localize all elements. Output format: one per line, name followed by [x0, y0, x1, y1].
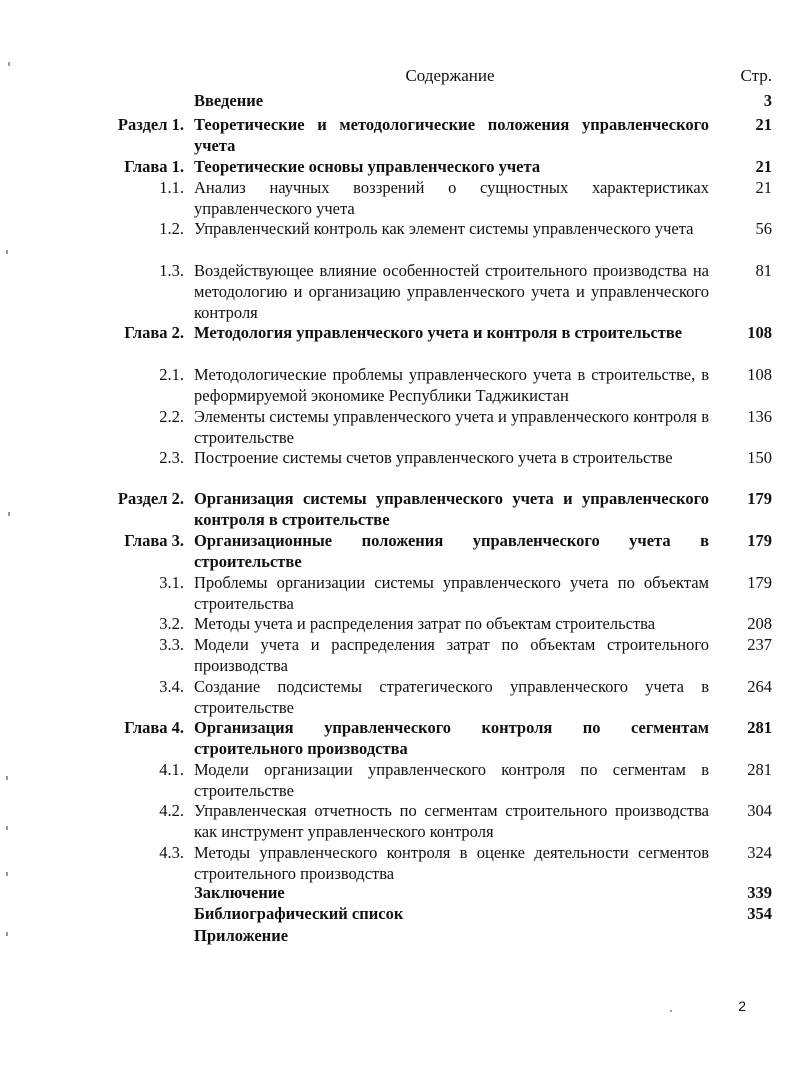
toc-entry-text: Организация управленческого контроля по сегментам строительного производства: [194, 718, 709, 758]
toc-entry-label: Раздел 1.: [117, 115, 184, 134]
toc-entry-label: 3.1.: [159, 573, 184, 592]
toc-entry-text: Введение: [194, 91, 264, 110]
toc-entry-text: Приложение: [194, 926, 289, 945]
toc-entry-text: Проблемы организации системы управленческого учета по объектам строительства: [194, 573, 709, 613]
toc-entry-text: Воздействующее влияние особенностей строительного производства на методологию и организацию управленческого учета и управленческого контроля: [194, 261, 709, 322]
toc-entry-label: 1.3.: [159, 261, 184, 280]
toc-entry-label: 3.3.: [159, 635, 184, 654]
toc-entry-text: Модели организации управленческого контроля по сегментам в строительстве: [194, 760, 709, 800]
toc-entry-page: 179: [747, 573, 772, 592]
toc-entry-page: 324: [747, 843, 772, 862]
toc-entry-label: 1.1.: [159, 178, 184, 197]
toc-entry-page: 108: [747, 323, 772, 342]
toc-entry-label: Глава 1.: [124, 157, 184, 176]
toc-entry-label: 2.2.: [159, 407, 184, 426]
toc-entry-text: Организация системы управленческого учета и управленческого контроля в строительстве: [194, 489, 709, 529]
toc-entry-page: 21: [755, 157, 772, 176]
toc-entry-label: 4.1.: [159, 760, 184, 779]
toc-entry-text: Организационные положения управленческого учета в строительстве: [194, 531, 709, 571]
toc-entry-text: Анализ научных воззрений о сущностных характеристиках управленческого учета: [194, 178, 709, 218]
scan-artifact: [6, 826, 8, 830]
scan-artifact: [6, 932, 8, 936]
scan-artifact: [8, 512, 10, 516]
scan-artifact: [6, 776, 8, 780]
page-number: 2: [738, 998, 746, 1014]
toc-entry-page: 108: [747, 365, 772, 384]
toc-entry-page: 304: [747, 801, 772, 820]
toc-entry-page: 179: [747, 531, 772, 550]
toc-entry-text: Модели учета и распределения затрат по объектам строительного производства: [194, 635, 709, 675]
scan-artifact: [6, 250, 8, 254]
toc-entry-page: 150: [747, 448, 772, 467]
toc-entry-page: 208: [747, 614, 772, 633]
toc-entry-text: Теоретические основы управленческого учета: [194, 157, 541, 176]
toc-entry-text: Методы управленческого контроля в оценке деятельности сегментов строительного производства: [194, 843, 709, 883]
toc-entry-page: 21: [755, 115, 772, 134]
toc-entry-text: Методологические проблемы управленческого учета в строительстве, в реформируемой экономике Республики Таджикистан: [194, 365, 709, 405]
toc-entry-text: Теоретические и методологические положения управленческого учета: [194, 115, 709, 155]
toc-entry-page: 354: [747, 904, 772, 923]
toc-entry-label: Глава 3.: [124, 531, 184, 550]
toc-entry-page: 237: [747, 635, 772, 654]
toc-entry-label: Глава 4.: [124, 718, 184, 737]
toc-entry-page: 264: [747, 677, 772, 696]
toc-entry-page: 21: [755, 178, 772, 197]
scan-artifact: [8, 62, 10, 66]
toc-entry-label: 4.2.: [159, 801, 184, 820]
toc-entry-page: 136: [747, 407, 772, 426]
page-column-header: Стр.: [740, 66, 772, 85]
toc-entry-page: 56: [755, 219, 772, 238]
toc-entry-label: Глава 2.: [124, 323, 184, 342]
scan-artifact: [6, 872, 8, 876]
toc-entry-page: 81: [755, 261, 772, 280]
toc-entry-label: 1.2.: [159, 219, 184, 238]
toc-entry-page: 281: [747, 760, 772, 779]
toc-entry-text: Построение системы счетов управленческого учета в строительстве: [194, 448, 673, 467]
toc-entry-text: Создание подсистемы стратегического управленческого учета в строительстве: [194, 677, 709, 717]
toc-entry-text: Управленческий контроль как элемент системы управленческого учета: [194, 219, 694, 238]
toc-entry-page: 3: [763, 91, 772, 110]
toc-entry-label: 2.1.: [159, 365, 184, 384]
toc-entry-label: 3.4.: [159, 677, 184, 696]
scan-artifact: [670, 1010, 672, 1012]
toc-entry-page: 339: [747, 883, 772, 902]
toc-entry-label: 3.2.: [159, 614, 184, 633]
toc-entry-label: 4.3.: [159, 843, 184, 862]
toc-entry-text: Управленческая отчетность по сегментам строительного производства как инструмент управленческого контроля: [194, 801, 709, 841]
toc-entry-text: Элементы системы управленческого учета и управленческого контроля в строительстве: [194, 407, 709, 447]
toc-entry-text: Заключение: [194, 883, 285, 902]
toc-entry-text: Методы учета и распределения затрат по объектам строительства: [194, 614, 656, 633]
toc-entry-text: Библиографический список: [194, 904, 404, 923]
toc-title: Содержание: [405, 66, 495, 85]
toc-entry-label: Раздел 2.: [117, 489, 184, 508]
toc-entry-page: 179: [747, 489, 772, 508]
toc-entry-label: 2.3.: [159, 448, 184, 467]
toc-entry-page: 281: [747, 718, 772, 737]
toc-entry-text: Методология управленческого учета и контроля в строительстве: [194, 323, 683, 342]
